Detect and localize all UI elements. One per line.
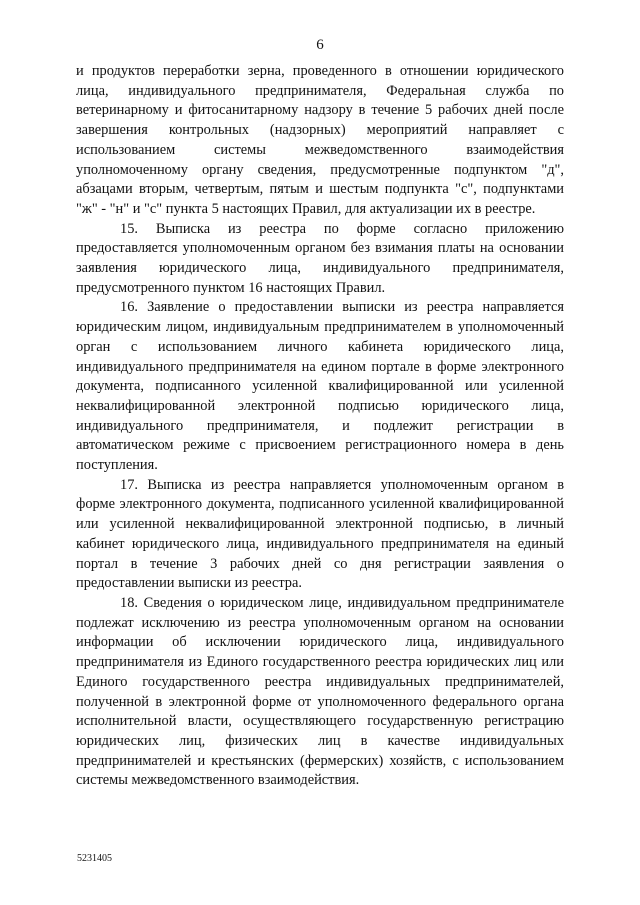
paragraph-18: 18. Сведения о юридическом лице, индивидуальном предпринимателе подлежат исключению из реестра уполномоченным органом на основании информации об исключении юридического лица, индивидуального предпринимателя из Единого государственного реестра юридических лиц или Единого государственного реестра индивидуальных предпринимателей, полученной в электронной форме от уполномоченного федерального органа исполнительной власти, осуществляющего государственную регистрацию юридических лиц, физических лиц в качестве индивидуальных предпринимателей и крестьянских (фермерских) хозяйств, с использованием системы межведомственного взаимодействия. [76,594,564,789]
document-code: 5231405 [77,853,112,864]
document-body [76,62,564,791]
paragraph-continuation: и продуктов переработки зерна, проведенного в отношении юридического лица, индивидуального предпринимателя, Федеральная служба по ветеринарному и фитосанитарному надзору в течение 5 рабочих дней после завершения контрольных (надзорных) мероприятий направляет с использованием системы межведомственного взаимодействия уполномоченному органу сведения, предусмотренные подпунктом "д", абзацами вторым, четвертым, пятым и шестым подпункта "с", подпунктами "ж" - "н" и "с" пункта 5 настоящих Правил, для актуализации их в реестре. [76,63,564,217]
paragraph-15: 15. Выписка из реестра по форме согласно приложению предоставляется уполномоченным органом без взимания платы на основании заявления юридического лица, индивидуального предпринимателя, предусмотренного пунктом 16 настоящих Правил. [76,220,564,296]
page-number: 6 [316,37,324,53]
paragraph-17: 17. Выписка из реестра направляется уполномоченным органом в форме электронного документа, подписанного усиленной квалифицированной или усиленной неквалифицированной электронной подписью, в личный кабинет юридического лица, индивидуального предпринимателя на единый портал в течение 3 рабочих дней со дня регистрации заявления о предоставлении выписки из реестра. [76,476,564,592]
paragraph-16: 16. Заявление о предоставлении выписки из реестра направляется юридическим лицом, индивидуальным предпринимателем в уполномоченный орган с использованием личного кабинета юридического лица, индивидуального предпринимателя на едином портале в форме электронного документа, подписанного усиленной квалифицированной или усиленной неквалифицированной электронной подписью юридического лица, индивидуального предпринимателя, и подлежит регистрации в автоматическом режиме с присвоением регистрационного номера в день поступления. [76,299,564,474]
